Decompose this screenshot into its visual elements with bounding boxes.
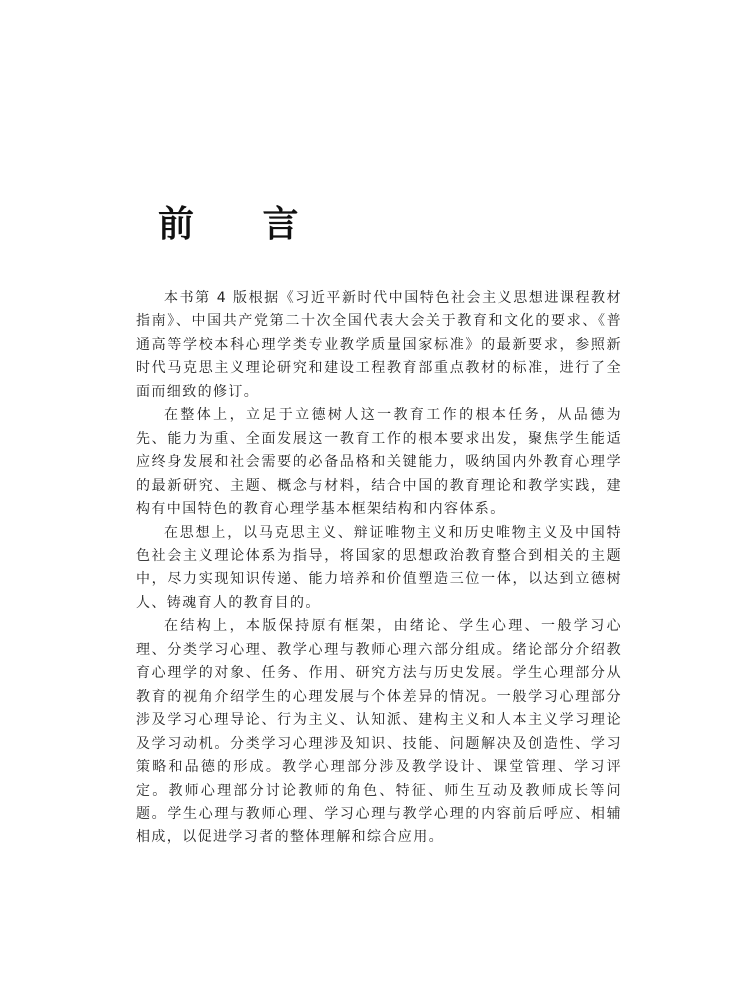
- paragraph-revision-basis: 本书第 4 版根据《习近平新时代中国特色社会主义思想进课程教材指南》、中国共产党第二十次全国代表大会关于教育和文化的要求、《普通高等学校本科心理学类专业教学质量国家标准》的最新要求，参照新时代马克思主义理论研究和建设工程教育部重点教材的标准，进行了全面而细致的修订。: [136, 290, 622, 400]
- paragraph-structure: 在结构上，本版保持原有框架，由绪论、学生心理、一般学习心理、分类学习心理、教学心理与教师心理六部分组成。绪论部分介绍教育心理学的对象、任务、作用、研究方法与历史发展。学生心理部分从教育的视角介绍学生的心理发展与个体差异的情况。一般学习心理部分涉及学习心理导论、行为主义、认知派、建构主义和人本主义学习理论及学习动机。分类学习心理涉及知识、技能、问题解决及创造性、学习策略和品德的形成。教学心理部分涉及教学设计、课堂管理、学习评定。教师心理部分讨论教师的角色、特征、师生互动及教师成长等问题。学生心理与教师心理、学习心理与教学心理的内容前后呼应、相辅相成，以促进学习者的整体理解和综合应用。: [136, 618, 622, 846]
- paragraph-ideology: 在思想上，以马克思主义、辩证唯物主义和历史唯物主义及中国特色社会主义理论体系为指导，将国家的思想政治教育整合到相关的主题中，尽力实现知识传递、能力培养和价值塑造三位一体，以达到立德树人、铸魂育人的教育目的。: [136, 524, 622, 611]
- page-title: 前 言: [158, 203, 327, 245]
- paragraph-overall-approach: 在整体上，立足于立德树人这一教育工作的根本任务，从品德为先、能力为重、全面发展这一教育工作的根本要求出发，聚焦学生能适应终身发展和社会需要的必备品格和关键能力，吸纳国内外教育心理学的最新研究、主题、概念与材料，结合中国的教育理论和教学实践，建构有中国特色的教育心理学基本框架结构和内容体系。: [136, 407, 622, 518]
- preface-body: [136, 287, 622, 850]
